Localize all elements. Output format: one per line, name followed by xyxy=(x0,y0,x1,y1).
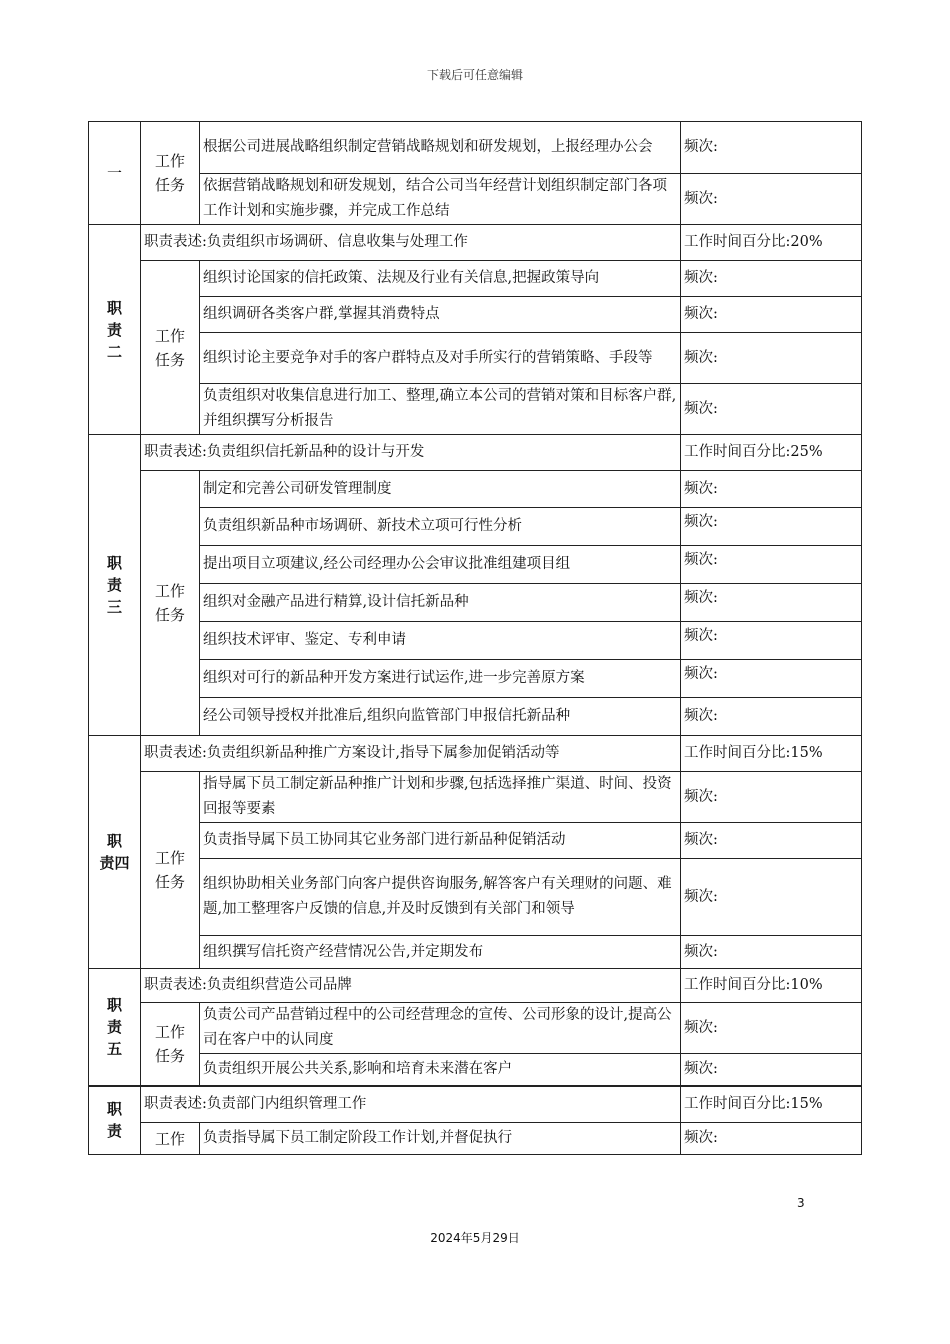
section5-label: 职 责 五 xyxy=(89,969,141,1086)
task-frequency: 频次: xyxy=(681,1054,862,1086)
section2-description: 职责表述:负责组织市场调研、信息收集与处理工作 xyxy=(141,225,681,261)
task-text: 依据营销战略规划和研发规划，结合公司当年经营计划组织制定部门各项工作计划和实施步骤，并完成工作总结 xyxy=(200,174,681,225)
section4-task-label: 工作 任务 xyxy=(141,772,200,969)
task-frequency: 频次: xyxy=(681,261,862,297)
task-text: 负责指导属下员工制定阶段工作计划,并督促执行 xyxy=(200,1123,681,1155)
task-frequency: 频次: xyxy=(681,698,862,736)
task-text: 根据公司进展战略组织制定营销战略规划和研发规划，上报经理办公会 xyxy=(200,122,681,174)
section6-description: 职责表述:负责部门内组织管理工作 xyxy=(141,1086,681,1123)
task-frequency: 频次: xyxy=(681,1123,862,1155)
task-text: 提出项目立项建议,经公司经理办公会审议批准组建项目组 xyxy=(200,546,681,584)
task-frequency: 频次: xyxy=(681,660,862,698)
page-number: 3 xyxy=(797,1196,805,1210)
task-frequency: 频次: xyxy=(681,174,862,225)
task-frequency: 频次: xyxy=(681,546,862,584)
section2-label: 职 责 二 xyxy=(89,225,141,435)
section3-description: 职责表述:负责组织信托新品种的设计与开发 xyxy=(141,435,681,471)
task-text: 负责公司产品营销过程中的公司经营理念的宣传、公司形象的设计,提高公司在客户中的认同度 xyxy=(200,1003,681,1054)
task-frequency: 频次: xyxy=(681,1003,862,1054)
footer-date: 2024年5月29日 xyxy=(430,1231,520,1245)
task-frequency: 频次: xyxy=(681,859,862,936)
task-text: 组织讨论主要竞争对手的客户群特点及对手所实行的营销策略、手段等 xyxy=(200,333,681,384)
section4-time-percent: 工作时间百分比:15% xyxy=(681,736,862,772)
task-text: 组织撰写信托资产经营情况公告,并定期发布 xyxy=(200,936,681,969)
task-text: 经公司领导授权并批准后,组织向监管部门申报信托新品种 xyxy=(200,698,681,736)
task-text: 组织对金融产品进行精算,设计信托新品种 xyxy=(200,584,681,622)
task-frequency: 频次: xyxy=(681,622,862,660)
task-text: 组织讨论国家的信托政策、法规及行业有关信息,把握政策导向 xyxy=(200,261,681,297)
task-frequency: 频次: xyxy=(681,508,862,546)
task-frequency: 频次: xyxy=(681,936,862,969)
section3-task-label: 工作 任务 xyxy=(141,471,200,736)
task-text: 组织技术评审、鉴定、专利申请 xyxy=(200,622,681,660)
section5-time-percent: 工作时间百分比:10% xyxy=(681,969,862,1003)
section1-task-label: 工作 任务 xyxy=(141,122,200,225)
task-frequency: 频次: xyxy=(681,471,862,508)
section4-description: 职责表述:负责组织新品种推广方案设计,指导下属参加促销活动等 xyxy=(141,736,681,772)
section6-time-percent: 工作时间百分比:15% xyxy=(681,1086,862,1123)
task-text: 负责组织开展公共关系,影响和培育未来潜在客户 xyxy=(200,1054,681,1086)
section2-task-label: 工作 任务 xyxy=(141,261,200,435)
task-frequency: 频次: xyxy=(681,584,862,622)
task-text: 组织调研各类客户群,掌握其消费特点 xyxy=(200,297,681,333)
task-frequency: 频次: xyxy=(681,823,862,859)
task-text: 负责组织新品种市场调研、新技术立项可行性分析 xyxy=(200,508,681,546)
task-frequency: 频次: xyxy=(681,297,862,333)
section5-task-label: 工作 任务 xyxy=(141,1003,200,1086)
section6-label: 职 责 xyxy=(89,1086,141,1155)
page-header: 下载后可任意编辑 xyxy=(426,68,523,82)
task-frequency: 频次: xyxy=(681,122,862,174)
task-text: 组织协助相关业务部门向客户提供咨询服务,解答客户有关理财的问题、难题,加工整理客户反馈的信息,并及时反馈到有关部门和领导 xyxy=(200,859,681,936)
duty-table xyxy=(88,121,862,1155)
section1-label: 一 xyxy=(89,122,141,225)
section2-time-percent: 工作时间百分比:20% xyxy=(681,225,862,261)
task-text: 指导属下员工制定新品种推广计划和步骤,包括选择推广渠道、时间、投资回报等要素 xyxy=(200,772,681,823)
section3-label: 职 责 三 xyxy=(89,435,141,736)
task-text: 组织对可行的新品种开发方案进行试运作,进一步完善原方案 xyxy=(200,660,681,698)
section3-time-percent: 工作时间百分比:25% xyxy=(681,435,862,471)
task-text: 负责指导属下员工协同其它业务部门进行新品种促销活动 xyxy=(200,823,681,859)
task-frequency: 频次: xyxy=(681,333,862,384)
task-text: 负责组织对收集信息进行加工、整理,确立本公司的营销对策和目标客户群,并组织撰写分析报告 xyxy=(200,384,681,435)
section6-task-label: 工作 xyxy=(141,1123,200,1155)
task-frequency: 频次: xyxy=(681,384,862,435)
task-frequency: 频次: xyxy=(681,772,862,823)
section4-label: 职 责四 xyxy=(89,736,141,969)
task-text: 制定和完善公司研发管理制度 xyxy=(200,471,681,508)
section5-description: 职责表述:负责组织营造公司品牌 xyxy=(141,969,681,1003)
